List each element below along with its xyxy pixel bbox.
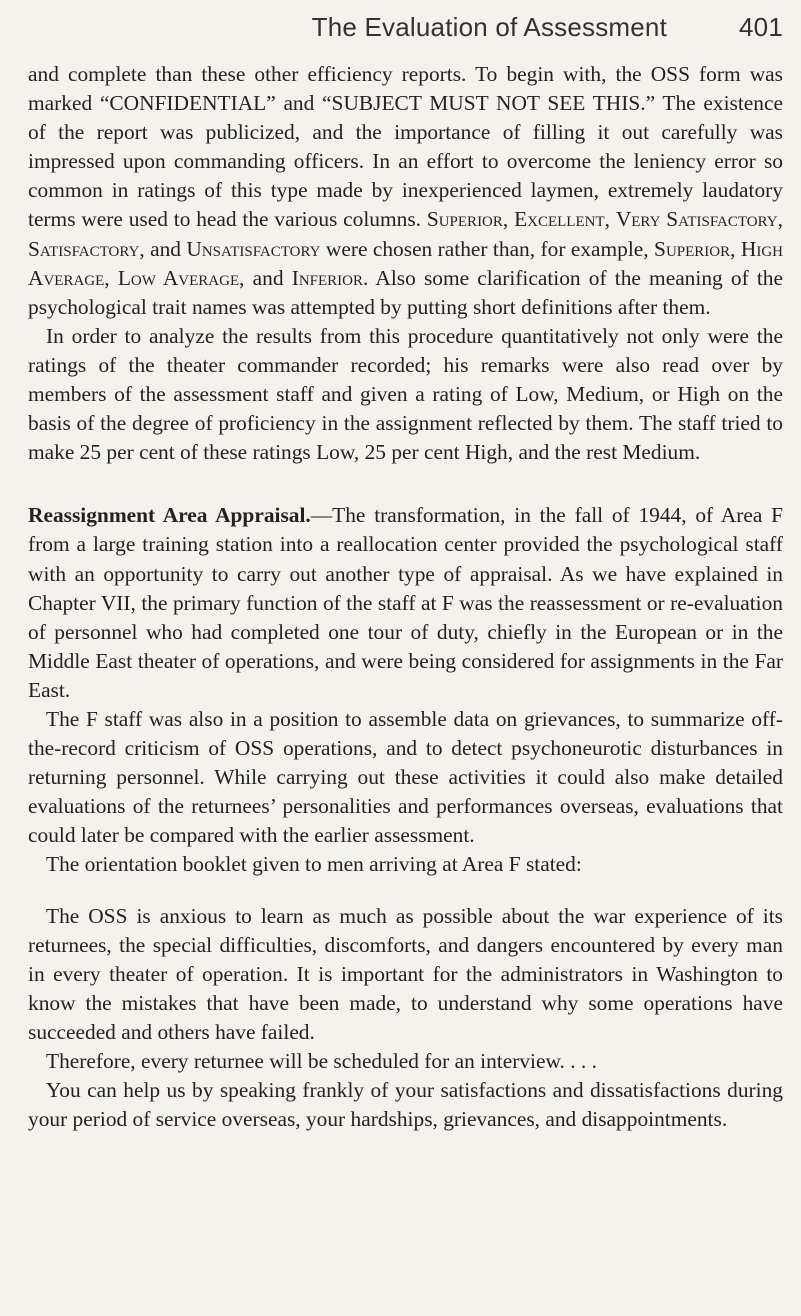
quote-paragraph-speak-frankly: You can help us by speaking frankly of your satisfactions and dissatisfactions during your period of service overseas, your hardships, grievances, and disappointments.	[28, 1078, 783, 1132]
quote-paragraph-interview: Therefore, every returnee will be scheduled for an interview. . . .	[46, 1049, 597, 1073]
book-page	[28, 12, 783, 1134]
running-head	[28, 12, 783, 60]
page-number: 401	[739, 12, 783, 42]
section-heading-reassignment: Reassignment Area Appraisal.	[28, 503, 311, 528]
running-head-title: The Evaluation of Assessment	[311, 12, 668, 42]
paragraph-orientation-booklet: The orientation booklet given to men arriving at Area F stated:	[46, 852, 582, 877]
paragraph-quantitative-analysis: In order to analyze the results from this procedure quantitatively not only were the ratings of the theater commander recorded; his remarks were also read over by members of the assessment staff and given a rating of Low, Medium, or High on the basis of the degree of proficiency in the assignment reflected by them. The staff tried to make 25 per cent of these ratings Low, 25 per cent High, and the rest Medium.	[28, 323, 783, 465]
paragraph-f-staff: The F staff was also in a position to assemble data on grievances, to summarize off-the-record criticism of OSS operations, and to detect psychoneurotic disturbances in returning personnel. While carrying out these activities it could also make detailed evaluations of the returnees’ personalities and performances overseas, evaluations that could later be compared with the earlier assessment.	[28, 706, 783, 848]
booklet-quotation	[28, 902, 783, 1135]
quote-paragraph-oss-anxious: The OSS is anxious to learn as much as possible about the war experience of its returnees, the special difficulties, discomforts, and dangers encountered by every man in every theater of operation. It is important for the administrators in Washington to know the mistakes that have been made, to understand why some operations have succeeded and others have failed.	[28, 903, 783, 1044]
section-spacer	[28, 467, 783, 501]
paragraph-reassignment-area: Reassignment Area Appraisal.—The transformation, in the fall of 1944, of Area F from a large training station into a reallocation center provided the psychological staff with an opportunity to carry out another type of appraisal. As we have explained in Chapter VII, the primary function of the staff at F was the reassessment or re-evaluation of personnel who had completed one tour of duty, chiefly in the European or in the Middle East theater of operations, and were being considered for assignments in the Far East.	[28, 503, 783, 702]
quote-spacer	[28, 880, 783, 902]
paragraph-oss-form: and complete than these other efficiency reports. To begin with, the OSS form was marked “CONFIDENTIAL” and “SUBJECT MUST NOT SEE THIS.” The existence of the report was publicized, and the importance of filling it out carefully was impressed upon commanding officers. In an effort to overcome the leniency error so common in ratings of this type made by inexperienced laymen, extremely laudatory terms were used to head the various columns. Superior, Excellent, Very Satisfactory, Satisfactory, and Unsatisfactory were chosen rather than, for example, Superior, High Average, Low Average, and Inferior. Also some clarification of the meaning of the psychological trait names was attempted by putting short definitions after them.	[28, 62, 784, 319]
